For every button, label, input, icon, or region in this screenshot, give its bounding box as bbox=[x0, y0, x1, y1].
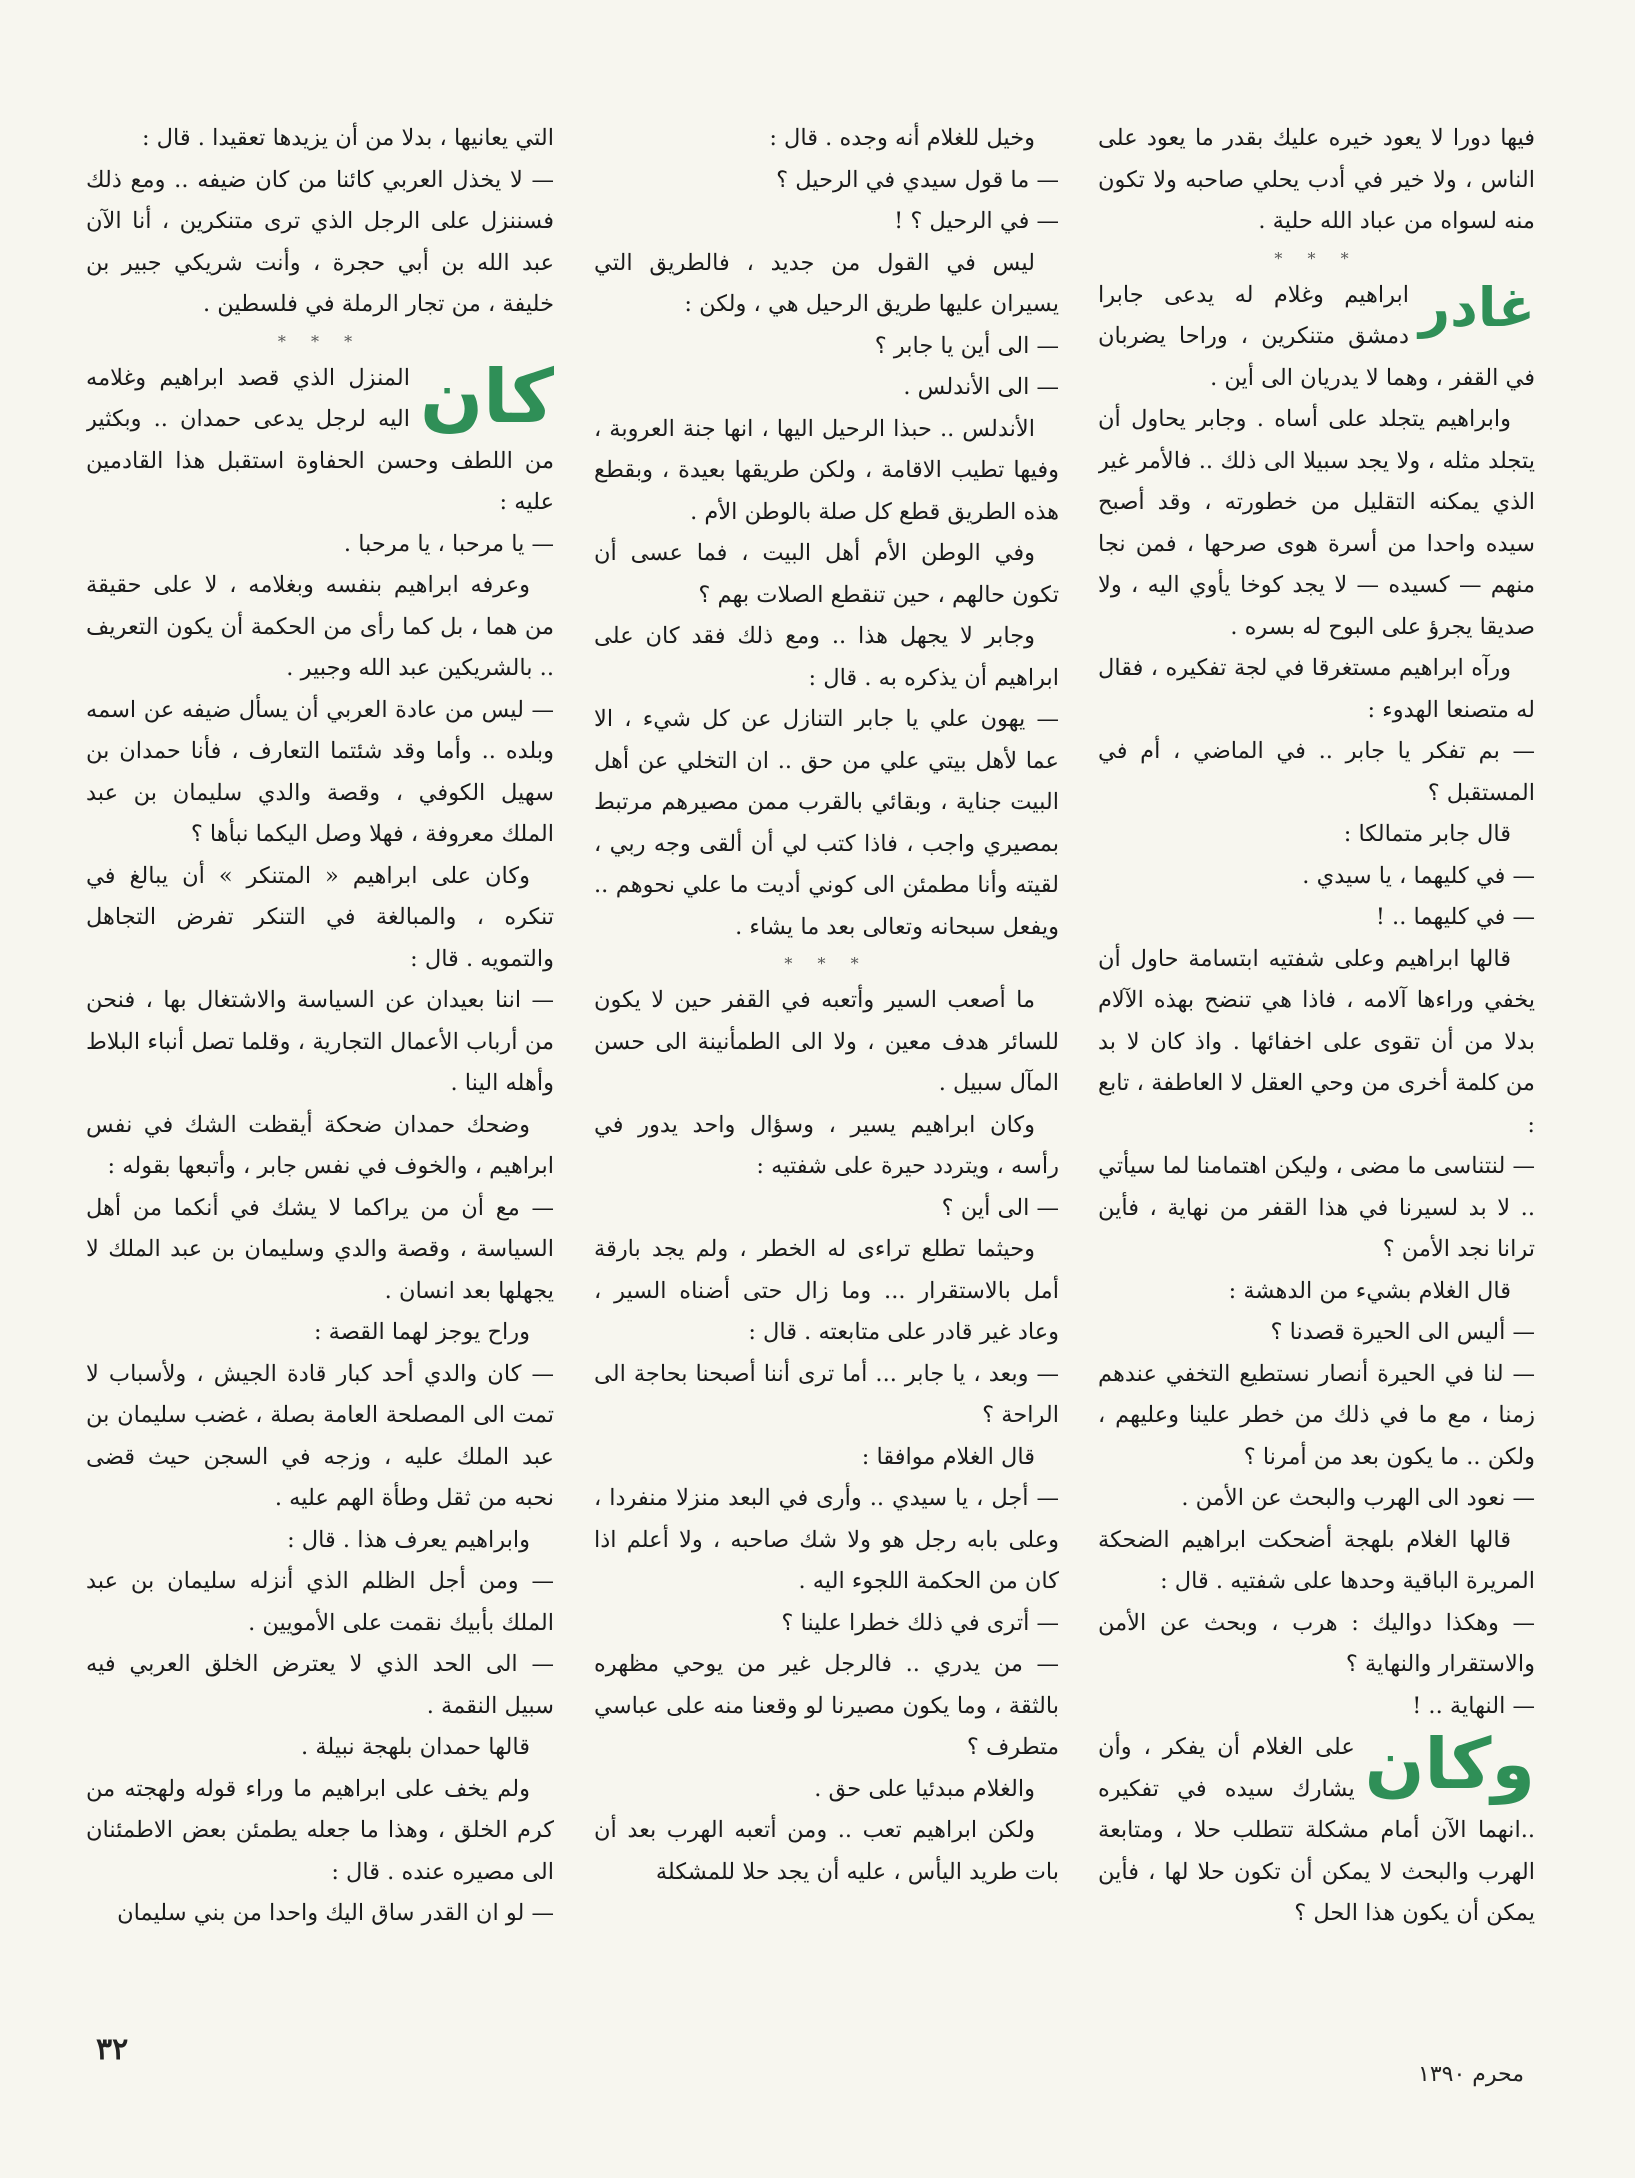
section-separator: * * * bbox=[784, 954, 869, 973]
paragraph: وكان ابراهيم يسير ، وسؤال واحد يدور في رأسه ، ويتردد حيرة على شفتيه : bbox=[594, 1111, 1059, 1179]
paragraph: وكان على ابراهيم « المتنكر » أن يبالغ في تنكره ، والمبالغة في التنكر تفرض التجاهل والتمويه . قال : bbox=[86, 862, 554, 972]
dialogue-line: — ومن أجل الظلم الذي أنزله سليمان بن عبد الملك بأبيك نقمت على الأمويين . bbox=[86, 1561, 554, 1644]
dialogue-line: — لنا في الحيرة أنصار نستطيع التخفي عندهم زمنا ، مع ما في ذلك من خطر علينا وعليهم ، ولكن .. ما يكون بعد من أمرنا ؟ bbox=[1098, 1354, 1535, 1479]
dialogue-line: — لنتناسى ما مضى ، وليكن اهتمامنا لما سيأتي .. لا بد لسيرنا في هذا القفر من نهاية ، فأين ترانا نجد الأمن ؟ bbox=[1098, 1146, 1535, 1271]
page-number: ٣٢ bbox=[96, 2032, 129, 2067]
issue-date: محرم ١٣٩٠ bbox=[1418, 2062, 1525, 2087]
dialogue-line: — الى أين ؟ bbox=[594, 1188, 1059, 1230]
paragraph: قالها ابراهيم وعلى شفتيه ابتسامة حاول أن يخفي وراءها آلامه ، فاذا هي تنضح بهذه الآلام بدلا من أن تقوى على اخفائها . واذ كان لا بد من كلمة أخرى من وحي العقل لا العاطفة ، تابع : bbox=[1098, 945, 1535, 1138]
paragraph: وحيثما تطلع تراءى له الخطر ، ولم يجد بارقة أمل بالاستقرار ... وما زال حتى أضناه السير ، وعاد غير قادر على متابعته . قال : bbox=[594, 1236, 1059, 1345]
paragraph: ابراهيم وغلام له يدعى جابرا دمشق متنكرين ، وراحا يضربان في القفر ، وهما لا يدريان الى أين . bbox=[1098, 281, 1535, 391]
paragraph: وجابر لا يجهل هذا .. ومع ذلك فقد كان على ابراهيم أن يذكره به . قال : bbox=[594, 623, 1059, 691]
dialogue-line: — من يدري .. فالرجل غير من يوحي مظهره بالثقة ، وما يكون مصيرنا لو وقعنا منه على عباسي متطرف ؟ bbox=[594, 1644, 1059, 1769]
dialogue-line: — وهكذا دواليك : هرب ، وبحث عن الأمن والاستقرار والنهاية ؟ bbox=[1098, 1603, 1535, 1686]
dialogue-line: — الى الأندلس . bbox=[594, 367, 1059, 409]
dialogue-line: — في كليهما .. ! bbox=[1098, 897, 1535, 939]
paragraph: على الغلام أن يفكر ، وأن يشارك سيده في تفكيره ..انهما الآن أمام مشكلة تتطلب حلا ، ومتابعة الهرب والبحث لا يمكن أن تكون حلا لها ، فأين يمكن أن يكون هذا الحل ؟ bbox=[1098, 1734, 1535, 1926]
dialogue-line: — نعود الى الهرب والبحث عن الأمن . bbox=[1098, 1478, 1535, 1520]
paragraph: فيها دورا لا يعود خيره عليك بقدر ما يعود على الناس ، ولا خير في أدب يحلي صاحبه ولا تكون منه لسواه من عباد الله حلية . bbox=[1098, 125, 1535, 234]
paragraph: قالها الغلام بلهجة أضحكت ابراهيم الضحكة المريرة الباقية وحدها على شفتيه . قال : bbox=[1098, 1526, 1535, 1594]
paragraph: وضحك حمدان ضحكة أيقظت الشك في نفس ابراهيم ، والخوف في نفس جابر ، وأتبعها بقوله : bbox=[86, 1111, 554, 1179]
dialogue-line: — النهاية .. ! bbox=[1098, 1686, 1535, 1728]
dialogue-line: — ليس من عادة العربي أن يسأل ضيفه عن اسمه وبلده .. وأما وقد شئتما التعارف ، فأنا حمدان بن سهيل الكوفي ، وقصة والدي سليمان بن عبد الملك معروفة ، فهلا وصل اليكما نبأها ؟ bbox=[86, 690, 554, 856]
paragraph: ليس في القول من جديد ، فالطريق التي يسيران عليها طريق الرحيل هي ، ولكن : bbox=[594, 249, 1059, 317]
dialogue-line: — الى أين يا جابر ؟ bbox=[594, 326, 1059, 368]
paragraph: وابراهيم يتجلد على أساه . وجابر يحاول أن يتجلد مثله ، ولا يجد سبيلا الى ذلك .. فالأمر غير الذي يمكنه التقليل من خطورته ، وقد أصبح سيده واحدا من أسرة هوى صرحها ، فمن نجا منهم — كسيده — لا يجد كوخا يأوي اليه ، ولا صديقا يجرؤ على البوح له بسره . bbox=[1098, 406, 1535, 640]
decorative-initial-word: وكان bbox=[1364, 1723, 1535, 1805]
paragraph: ولكن ابراهيم تعب .. ومن أتعبه الهرب بعد أن بات طريد اليأس ، عليه أن يجد حلا للمشكلة bbox=[594, 1817, 1059, 1885]
dialogue-line: — لا يخذل العربي كائنا من كان ضيفه .. ومع ذلك فسننزل على الرجل الذي ترى متنكرين ، أنا الآن عبد الله بن أبي حجرة ، وأنت شريكي جبير بن خليفة ، من تجار الرملة في فلسطين . bbox=[86, 160, 554, 326]
dialogue-line: — لو ان القدر ساق اليك واحدا من بني سليمان bbox=[86, 1893, 554, 1935]
dialogue-line: — الى الحد الذي لا يعترض الخلق العربي فيه سبيل النقمة . bbox=[86, 1644, 554, 1727]
decorative-initial-word: كان bbox=[420, 353, 554, 440]
paragraph: وراح يوجز لهما القصة : bbox=[313, 1319, 530, 1345]
dialogue-line: — أجل ، يا سيدي .. وأرى في البعد منزلا منفردا ، وعلى بابه رجل هو ولا شك صاحبه ، ولا أعلم اذا كان من الحكمة اللجوء اليه . bbox=[594, 1478, 1059, 1603]
paragraph: والغلام مبدئيا على حق . bbox=[814, 1775, 1035, 1802]
dialogue-line: — اننا بعيدان عن السياسة والاشتغال بها ، فنحن من أرباب الأعمال التجارية ، وقلما تصل أنباء البلاط وأهله الينا . bbox=[86, 980, 554, 1105]
section-separator: * * * bbox=[1274, 248, 1359, 268]
paragraph: ما أصعب السير وأتعبه في القفر حين لا يكون للسائر هدف معين ، ولا الى الطمأنينة الى حسن المآل سبيل . bbox=[594, 987, 1059, 1096]
dialogue-line: — ما قول سيدي في الرحيل ؟ bbox=[594, 160, 1059, 202]
dialogue-line: — بم تفكر يا جابر .. في الماضي ، أم في المستقبل ؟ bbox=[1098, 731, 1535, 814]
paragraph: ورآه ابراهيم مستغرقا في لجة تفكيره ، فقال له متصنعا الهدوء : bbox=[1098, 655, 1535, 723]
article-column-left bbox=[86, 118, 554, 2018]
dialogue-line: — وبعد ، يا جابر ... أما ترى أننا أصبحنا بحاجة الى الراحة ؟ bbox=[594, 1354, 1059, 1437]
paragraph: ولم يخف على ابراهيم ما وراء قوله ولهجته من كرم الخلق ، وهذا ما جعله يطمئن بعض الاطمئنان الى مصيره عنده . قال : bbox=[86, 1775, 554, 1885]
dialogue-line: — يا مرحبا ، يا مرحبا . bbox=[86, 524, 554, 566]
paragraph: قال الغلام موافقا : bbox=[861, 1443, 1035, 1470]
dialogue-line: — يهون علي يا جابر التنازل عن كل شيء ، الا عما لأهل بيتي علي من حق .. ان التخلي عن أهل البيت جناية ، وبقائي بالقرب ممن مصيرهم مرتبط بمصيري واجب ، فاذا كتب لي أن ألقى وجه ربي ، لقيته وأنا مطمئن الى كوني أديت ما علي نحوهم .. ويفعل سبحانه وتعالى بعد ما يشاء . bbox=[594, 699, 1059, 948]
paragraph: التي يعانيها ، بدلا من أن يزيدها تعقيدا . قال : bbox=[141, 125, 554, 151]
dialogue-line: — كان والدي أحد كبار قادة الجيش ، ولأسباب لا تمت الى المصلحة العامة بصلة ، غضب سليمان بن عبد الملك عليه ، وزجه في السجن حيث قضى نحبه من ثقل وطأة الهم عليه . bbox=[86, 1354, 554, 1520]
paragraph: وخيل للغلام أنه وجده . قال : bbox=[769, 125, 1035, 151]
dialogue-line: — مع أن من يراكما لا يشك في أنكما من أهل السياسة ، وقصة والدي وسليمان بن عبد الملك لا يجهلها بعد انسان . bbox=[86, 1188, 554, 1313]
paragraph: قال الغلام بشيء من الدهشة : bbox=[1228, 1277, 1511, 1304]
paragraph: المنزل الذي قصد ابراهيم وغلامه اليه لرجل يدعى حمدان .. وبكثير من اللطف وحسن الحفاوة استقبل هذا القادمين عليه : bbox=[86, 364, 554, 515]
decorative-initial-word: غادر bbox=[1419, 275, 1535, 339]
dialogue-line: — أليس الى الحيرة قصدنا ؟ bbox=[1098, 1312, 1535, 1354]
dialogue-line: — في الرحيل ؟ ! bbox=[594, 201, 1059, 243]
paragraph: وعرفه ابراهيم بنفسه وبغلامه ، لا على حقيقة من هما ، بل كما رأى من الحكمة أن يكون التعريف .. بالشريكين عبد الله وجبير . bbox=[86, 572, 554, 681]
paragraph: قالها حمدان بلهجة نبيلة . bbox=[301, 1734, 530, 1760]
dialogue-line: — في كليهما ، يا سيدي . bbox=[1098, 856, 1535, 898]
paragraph: وابراهيم يعرف هذا . قال : bbox=[287, 1526, 530, 1553]
dialogue-line: — أترى في ذلك خطرا علينا ؟ bbox=[594, 1603, 1059, 1645]
section-separator: * * * bbox=[277, 331, 363, 351]
paragraph: قال جابر متمالكا : bbox=[1343, 821, 1511, 847]
article-column-middle bbox=[594, 118, 1059, 2018]
article-column-right bbox=[1098, 118, 1535, 2018]
paragraph: الأندلس .. حبذا الرحيل اليها ، انها جنة العروبة ، وفيها تطيب الاقامة ، ولكن طريقها بعيدة ، وبقطع هذه الطريق قطع كل صلة بالوطن الأم . bbox=[594, 415, 1059, 525]
paragraph: وفي الوطن الأم أهل البيت ، فما عسى أن تكون حالهم ، حين تنقطع الصلات بهم ؟ bbox=[594, 540, 1059, 608]
